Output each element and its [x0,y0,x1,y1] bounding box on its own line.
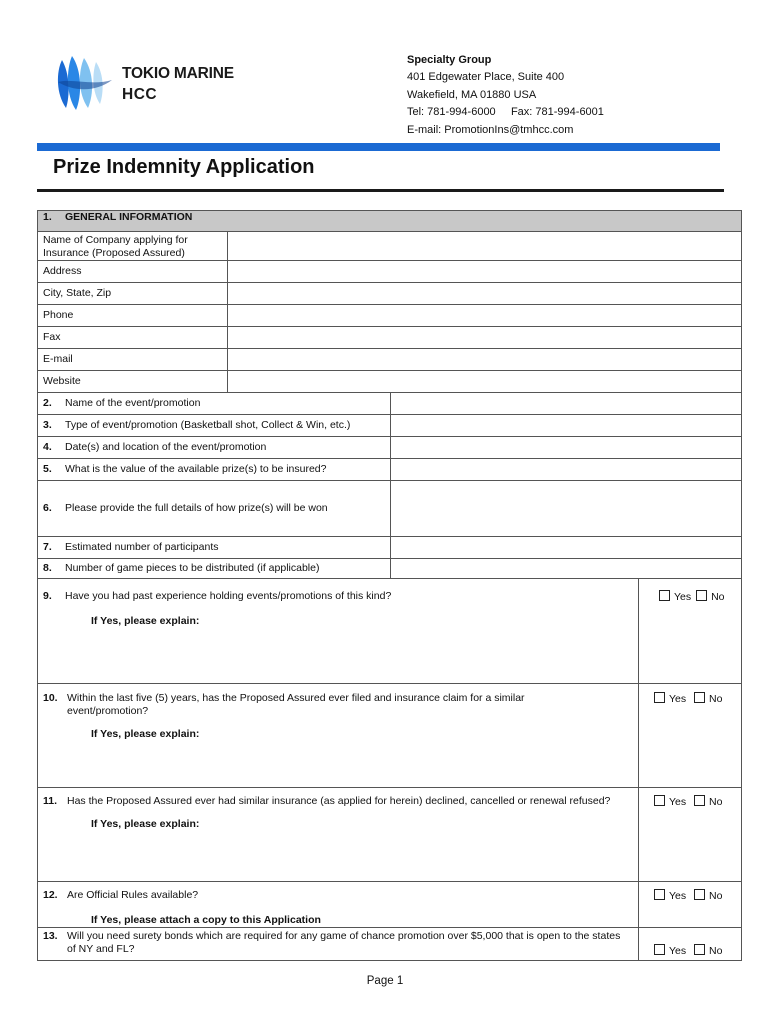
field-label-city-state-zip: City, State, Zip [38,283,228,305]
prize-value-input[interactable] [391,459,742,481]
form-row [38,481,742,537]
no-checkbox[interactable] [694,889,705,900]
contact-email: E-mail: PromotionIns@tmhcc.com [407,123,574,136]
yes-checkbox[interactable] [659,590,670,601]
yes-checkbox[interactable] [654,944,665,955]
yes-label: Yes [674,591,692,603]
question-label [38,481,391,537]
question-number: 8. [43,562,52,574]
explain-label: If Yes, please explain: [91,728,200,740]
field-label-fax: Fax [38,327,228,349]
yes-no-options [639,882,742,928]
form-row [38,327,742,349]
question-label [38,459,391,481]
yes-label: Yes [669,693,687,705]
company-name-input[interactable] [228,232,742,261]
application-form [37,210,742,961]
no-checkbox[interactable] [694,944,705,955]
contact-address2: Wakefield, MA 01880 USA [407,88,537,101]
game-pieces-input[interactable] [391,559,742,579]
explain-label: If Yes, please attach a copy to this Application [91,914,321,926]
logo-text-line2: HCC [122,86,158,103]
form-row [38,579,742,684]
question-number: 12. [43,889,58,901]
no-checkbox[interactable] [696,590,707,601]
question-text: Date(s) and location of the event/promotion [65,441,267,453]
question-13-block[interactable] [38,928,639,961]
question-text: Have you had past experience holding events/promotions of this kind? [65,590,392,602]
yes-no-options [639,928,742,961]
question-number: 7. [43,541,52,553]
form-row [38,283,742,305]
section-heading: GENERAL INFORMATION [65,211,193,223]
question-label [38,393,391,415]
question-number: 3. [43,419,52,431]
form-row [38,393,742,415]
no-label: No [708,890,723,902]
form-row [38,261,742,283]
no-label: No [708,945,723,957]
event-type-input[interactable] [391,415,742,437]
form-row [38,305,742,327]
yes-checkbox[interactable] [654,692,665,703]
yes-label: Yes [669,945,687,957]
form-row [38,459,742,481]
fax-input[interactable] [228,327,742,349]
question-number: 5. [43,463,52,475]
question-label [38,559,391,579]
question-text: Type of event/promotion (Basketball shot, Collect & Win, etc.) [65,419,351,431]
form-row [38,788,742,882]
form-row [38,684,742,788]
participants-input[interactable] [391,537,742,559]
question-number: 6. [43,502,52,514]
question-number: 2. [43,397,52,409]
question-11-block[interactable] [38,788,639,882]
question-12-block[interactable] [38,882,639,928]
field-label-website: Website [38,371,228,393]
contact-phone-fax: Tel: 781-994-6000 Fax: 781-994-6001 [407,106,604,119]
question-label [38,537,391,559]
question-text: Are Official Rules available? [67,889,199,901]
form-row [38,371,742,393]
question-number: 10. [43,692,58,704]
form-row [38,928,742,961]
question-text: What is the value of the available prize(s) to be insured? [65,463,327,475]
yes-label: Yes [669,796,687,808]
form-row [38,559,742,579]
question-number: 9. [43,590,52,602]
no-checkbox[interactable] [694,795,705,806]
section-number: 1. [43,211,52,223]
yes-checkbox[interactable] [654,795,665,806]
field-label-address: Address [38,261,228,283]
contact-block [407,52,604,139]
no-label: No [711,591,725,603]
form-row [38,537,742,559]
address-input[interactable] [228,261,742,283]
field-label-phone: Phone [38,305,228,327]
yes-no-options [639,579,742,684]
question-10-block[interactable] [38,684,639,788]
question-text: Please provide the full details of how prize(s) will be won [65,502,328,514]
no-checkbox[interactable] [694,692,705,703]
section-general-information-header [38,211,742,232]
header-accent-bar [37,143,720,151]
contact-address1: 401 Edgewater Place, Suite 400 [407,71,565,84]
question-text: Will you need surety bonds which are required for any game of chance promotion over $5,000 that is open to the states of NY and FL? [67,930,621,955]
form-row [38,415,742,437]
question-9-block[interactable] [38,579,639,684]
website-input[interactable] [228,371,742,393]
form-row [38,882,742,928]
form-row [38,437,742,459]
form-row [38,232,742,261]
field-label-company: Name of Company applying for Insurance (Proposed Assured) [38,232,228,261]
question-text: Within the last five (5) years, has the Proposed Assured ever filed and insurance claim for a similar event/promotion? [67,692,525,717]
question-number: 4. [43,441,52,453]
email-input[interactable] [228,349,742,371]
contact-group: Specialty Group [407,54,492,66]
company-logo [52,52,237,114]
yes-no-options [639,684,742,788]
question-text: Name of the event/promotion [65,397,201,409]
no-label: No [708,693,723,705]
question-number: 13. [43,930,58,942]
page-number: Page 1 [366,975,404,987]
logo-text-line1: TOKIO MARINE [122,65,234,82]
explain-label: If Yes, please explain: [91,818,200,830]
prize-details-input[interactable] [391,481,742,537]
city-state-zip-input[interactable] [228,283,742,305]
question-label [38,415,391,437]
question-text: Has the Proposed Assured ever had similar insurance (as applied for herein) declined, cancelled or renewal refused? [67,795,611,807]
explain-label: If Yes, please explain: [91,615,200,627]
yes-checkbox[interactable] [654,889,665,900]
no-label: No [708,796,723,808]
yes-label: Yes [669,890,687,902]
question-label [38,437,391,459]
tokio-marine-logo-icon [52,52,116,114]
form-row [38,349,742,371]
page-title: Prize Indemnity Application [53,156,315,178]
field-label-email: E-mail [38,349,228,371]
question-number: 11. [43,795,58,807]
question-text: Number of game pieces to be distributed (if applicable) [65,562,320,574]
question-text: Estimated number of participants [65,541,219,553]
event-name-input[interactable] [391,393,742,415]
phone-input[interactable] [228,305,742,327]
event-date-location-input[interactable] [391,437,742,459]
yes-no-options [639,788,742,882]
title-divider [37,189,724,192]
